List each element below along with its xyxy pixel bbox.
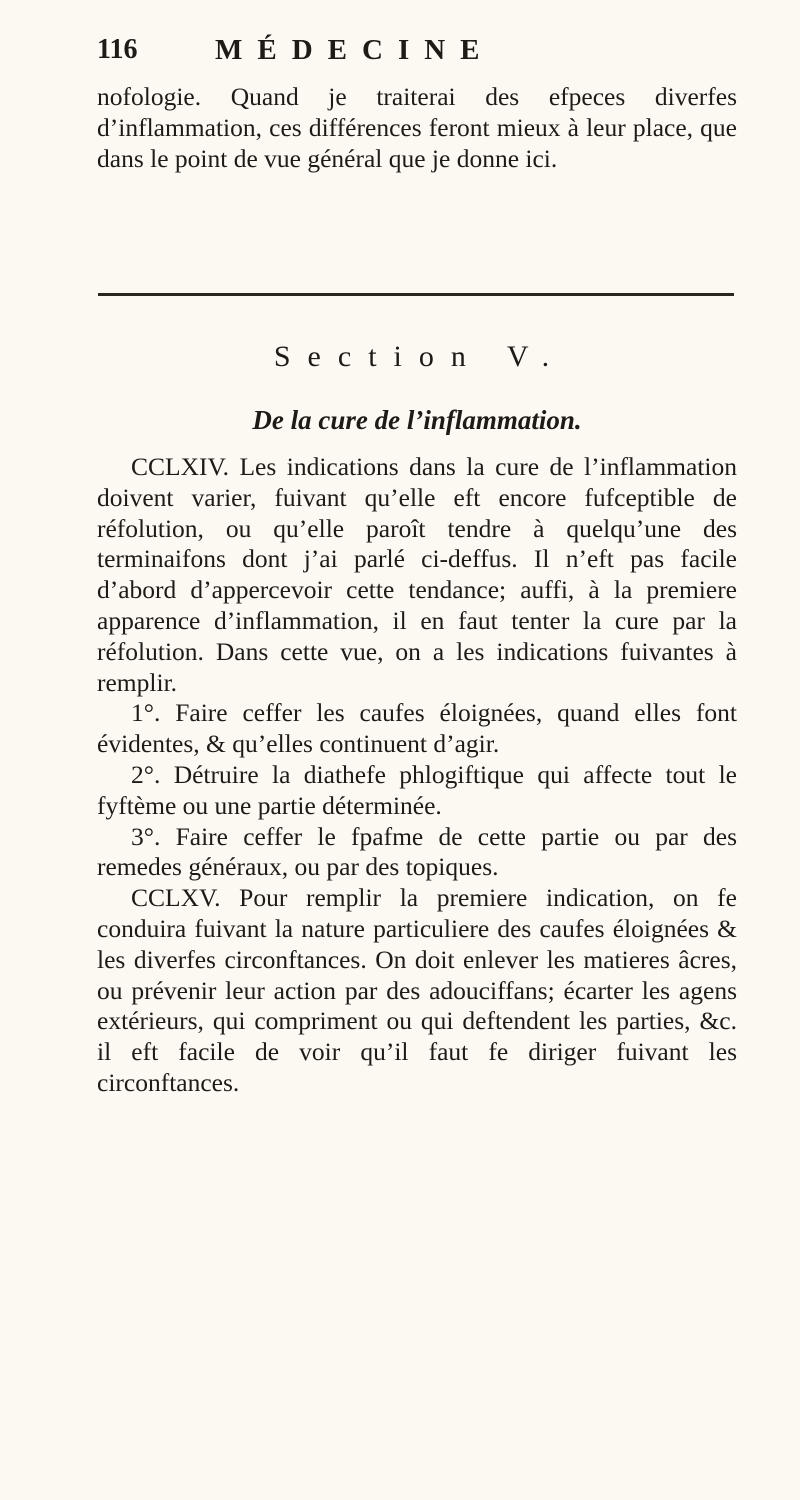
- section-divider-rule: [98, 293, 734, 296]
- body-text: [97, 452, 737, 1099]
- section-title: Section V.: [273, 340, 567, 373]
- intro-paragraph: nofologie. Quand je traiterai des efpeces diverfes d’inflammation, ces différences feront mieux à leur place, que dans le point de vue général que je donne ici.: [97, 82, 737, 173]
- indication-1: 1°. Faire ceffer les caufes éloignées, quand elles font évidentes, & qu’elles continuent d’agir.: [97, 698, 737, 759]
- running-title: MÉDECINE: [215, 34, 495, 66]
- indication-3: 3°. Faire ceffer le fpafme de cette partie ou par des remedes généraux, ou par des topiques.: [97, 821, 737, 882]
- paragraph-cclxiv: CCLXIV. Les indications dans la cure de l’inflammation doivent varier, fuivant qu’elle eft encore fufceptible de réfolution, ou qu’elle paroît tendre à quelqu’une des terminaifons dont j’ai parlé ci-deffus. Il n’eft pas facile d’abord d’appercevoir cette tendance; auffi, à la premiere apparence d’inflammation, il en faut tenter la cure par la réfolution. Dans cette vue, on a les indications fuivantes à remplir.: [97, 452, 737, 697]
- indication-2: 2°. Détruire la diathefe phlogiftique qui affecte tout le fyftème ou une partie déterminée.: [97, 759, 737, 820]
- page-number: 116: [97, 34, 138, 65]
- running-head: [97, 34, 617, 74]
- section-subtitle: De la cure de l’inflammation.: [252, 405, 582, 435]
- paragraph-cclxv: CCLXV. Pour remplir la premiere indication, on fe conduira fuivant la nature particuliere des caufes éloignées & les diverfes circonftances. On doit enlever les matieres âcres, ou prévenir leur action par des adouciffans; écarter les agens extérieurs, qui compriment ou qui deftendent les parties, &c. il eft facile de voir qu’il faut fe diriger fuivant les circonftances.: [97, 883, 737, 1097]
